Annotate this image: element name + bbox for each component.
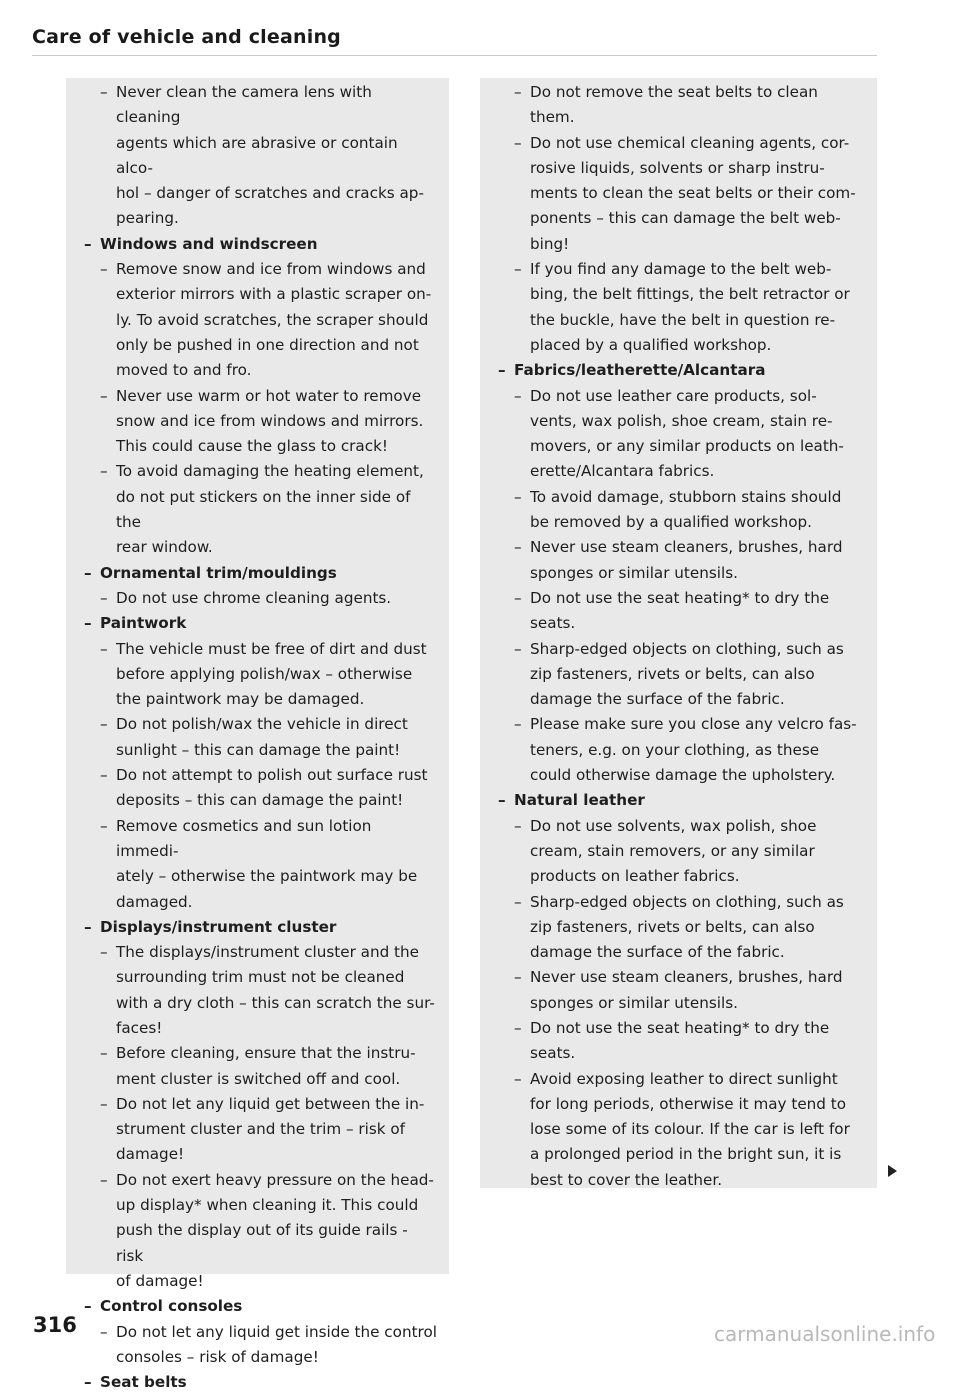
dash-bullet: – [100,639,108,658]
dash-bullet: – [100,260,108,279]
list-item [84,384,437,460]
dash-bullet: – [498,361,506,380]
section-heading [84,232,437,257]
text-line: To avoid damaging the heating element, [116,462,424,481]
text-line: snow and ice from windows and mirrors. [116,411,424,430]
watermark: carmanualsonline.info [714,1322,936,1346]
dash-bullet: – [84,917,92,936]
dash-bullet: – [100,715,108,734]
text-line: Paintwork [100,614,187,633]
list-item [84,712,437,763]
text-line: Ornamental trim/mouldings [100,563,337,582]
text-line: movers, or any similar products on leath- [530,437,844,456]
list-item [498,1067,865,1193]
text-line: This could cause the glass to crack! [116,437,388,456]
text-line: for long periods, otherwise it may tend to [530,1094,847,1113]
text-line: of damage! [116,1271,204,1290]
dash-bullet: – [514,715,522,734]
text-line: seats. [530,614,576,633]
text-line: rear window. [116,538,213,557]
text-line: moved to and fro. [116,361,252,380]
list-item [498,814,865,890]
text-line: before applying polish/wax – otherwise [116,664,413,683]
text-line: Seat belts [100,1373,187,1392]
list-item [84,459,437,560]
text-line: Do not use chemical cleaning agents, cor- [530,133,850,152]
dash-bullet: – [84,1373,92,1392]
text-line: erette/Alcantara fabrics. [530,462,715,481]
text-line: faces! [116,1018,163,1037]
list-item [84,1168,437,1294]
dash-bullet: – [84,1297,92,1316]
dash-bullet: – [84,234,92,253]
list-item [498,1016,865,1067]
text-line: ly. To avoid scratches, the scraper should [116,310,429,329]
text-line: ponents – this can damage the belt web- [530,209,841,228]
list-item [498,80,865,131]
text-line: sponges or similar utensils. [530,993,738,1012]
list-item [498,965,865,1016]
text-line: seats. [530,1044,576,1063]
text-line: cream, stain removers, or any similar [530,841,815,860]
list-item [498,535,865,586]
dash-bullet: – [84,614,92,633]
text-line: Do not let any liquid get between the in- [116,1094,425,1113]
dash-bullet: – [514,588,522,607]
dash-bullet: – [514,83,522,101]
right-text-column [480,78,877,1188]
text-line: damage the surface of the fabric. [530,690,785,709]
text-line: with a dry cloth – this can scratch the sur- [116,993,435,1012]
section-heading [84,611,437,636]
dash-bullet: – [84,563,92,582]
dash-bullet: – [498,791,506,810]
dash-bullet: – [100,1322,108,1341]
text-line: rosive liquids, solvents or sharp instru- [530,158,825,177]
text-line: If you find any damage to the belt web- [530,260,832,279]
dash-bullet: – [100,766,108,785]
text-line: bing, the belt fittings, the belt retractor or [530,285,850,304]
text-line: vents, wax polish, shoe cream, stain re- [530,411,833,430]
text-line: up display* when cleaning it. This could [116,1196,419,1215]
dash-bullet: – [100,1170,108,1189]
text-line: Do not use the seat heating* to dry the [530,588,830,607]
text-line: Never use warm or hot water to remove [116,386,422,405]
text-line: products on leather fabrics. [530,867,740,886]
text-line: Remove snow and ice from windows and [116,260,426,279]
text-line: Windows and windscreen [100,234,318,253]
dash-bullet: – [100,943,108,962]
list-item [84,763,437,814]
text-line: consoles – risk of damage! [116,1347,319,1366]
text-line: Do not use solvents, wax polish, shoe [530,816,817,835]
text-line: Avoid exposing leather to direct sunlight [530,1069,838,1088]
text-line: Never use steam cleaners, brushes, hard [530,968,843,987]
dash-bullet: – [514,386,522,405]
dash-bullet: – [100,386,108,405]
text-line: Control consoles [100,1297,243,1316]
text-line: agents which are abrasive or contain alco- [116,133,398,177]
text-line: damage! [116,1145,185,1164]
header-divider [32,55,877,56]
text-line: Natural leather [514,791,645,810]
list-item [498,257,865,358]
text-line: Do not use the seat heating* to dry the [530,1018,830,1037]
list-item [84,1092,437,1168]
list-item [498,384,865,485]
list-item [84,814,437,915]
text-line: ments to clean the seat belts or their com- [530,184,856,203]
section-heading [84,915,437,940]
list-item [84,1041,437,1092]
text-line: deposits – this can damage the paint! [116,791,404,810]
text-line: Do not let any liquid get inside the control [116,1322,437,1341]
text-line: The vehicle must be free of dirt and dust [116,639,427,658]
section-heading [498,358,865,383]
text-line: Sharp-edged objects on clothing, such as [530,892,844,911]
dash-bullet: – [514,1069,522,1088]
dash-bullet: – [514,260,522,279]
list-item [84,637,437,713]
text-line: damage the surface of the fabric. [530,943,785,962]
list-item [498,586,865,637]
text-line: damaged. [116,892,193,911]
list-item [84,1320,437,1371]
dash-bullet: – [100,462,108,481]
text-line: Remove cosmetics and sun lotion immedi- [116,816,372,860]
dash-bullet: – [514,639,522,658]
text-line: them. [530,108,575,127]
section-heading [84,561,437,586]
text-line: Before cleaning, ensure that the instru- [116,1044,416,1063]
text-line: The displays/instrument cluster and the [116,943,419,962]
text-line: Never use steam cleaners, brushes, hard [530,538,843,557]
continue-arrow-icon [888,1165,897,1177]
text-line: hol – danger of scratches and cracks ap- [116,184,424,203]
text-line: do not put stickers on the inner side of the [116,487,411,532]
text-line: Do not remove the seat belts to clean [530,83,818,101]
page-number: 316 [33,1313,77,1337]
section-heading [498,788,865,813]
section-heading [84,1294,437,1319]
section-heading [84,1370,437,1395]
dash-bullet: – [514,816,522,835]
dash-bullet: – [100,1094,108,1113]
text-line: surrounding trim must not be cleaned [116,968,405,987]
text-line: placed by a qualified workshop. [530,335,772,354]
dash-bullet: – [514,968,522,987]
list-item [84,586,437,611]
text-line: Never clean the camera lens with cleaning [116,83,372,127]
dash-bullet: – [514,892,522,911]
text-line: could otherwise damage the upholstery. [530,766,836,785]
dash-bullet: – [514,538,522,557]
left-text-column [66,78,449,1392]
page-header-title: Care of vehicle and cleaning [32,26,341,48]
list-item [498,131,865,257]
text-line: ment cluster is switched off and cool. [116,1069,401,1088]
text-line: strument cluster and the trim – risk of [116,1120,406,1139]
text-line: Do not use leather care products, sol- [530,386,817,405]
text-line: Do not exert heavy pressure on the head- [116,1170,434,1189]
text-line: sunlight – this can damage the paint! [116,740,401,759]
text-line: zip fasteners, rivets or belts, can also [530,664,815,683]
list-item [84,257,437,383]
text-line: Fabrics/leatherette/Alcantara [514,361,766,380]
text-line: zip fasteners, rivets or belts, can also [530,917,815,936]
text-line: Do not polish/wax the vehicle in direct [116,715,408,734]
text-line: Displays/instrument cluster [100,917,337,936]
text-line: ately – otherwise the paintwork may be [116,867,418,886]
text-line: best to cover the leather. [530,1170,723,1189]
text-line: exterior mirrors with a plastic scraper on- [116,285,432,304]
dash-bullet: – [100,588,108,607]
text-line: push the display out of its guide rails - risk [116,1221,408,1265]
dash-bullet: – [100,83,108,101]
text-line: Please make sure you close any velcro fas- [530,715,857,734]
text-line: a prolonged period in the bright sun, it is [530,1145,842,1164]
text-line: Do not attempt to polish out surface rust [116,766,428,785]
text-line: pearing. [116,209,179,228]
text-line: be removed by a qualified workshop. [530,513,812,532]
text-line: To avoid damage, stubborn stains should [530,487,842,506]
text-line: lose some of its colour. If the car is left for [530,1120,850,1139]
text-line: teners, e.g. on your clothing, as these [530,740,820,759]
text-line: Sharp-edged objects on clothing, such as [530,639,844,658]
text-line: bing! [530,234,570,253]
list-item [498,712,865,788]
text-line: the buckle, have the belt in question re- [530,310,836,329]
dash-bullet: – [514,1018,522,1037]
list-item [84,940,437,1041]
dash-bullet: – [514,133,522,152]
text-line: Do not use chrome cleaning agents. [116,588,392,607]
text-line: sponges or similar utensils. [530,563,738,582]
list-item [498,890,865,966]
dash-bullet: – [514,487,522,506]
dash-bullet: – [100,1044,108,1063]
dash-bullet: – [100,816,108,835]
list-item [498,637,865,713]
text-line: the paintwork may be damaged. [116,690,365,709]
list-item [498,485,865,536]
text-line: only be pushed in one direction and not [116,335,419,354]
list-item [84,80,437,232]
